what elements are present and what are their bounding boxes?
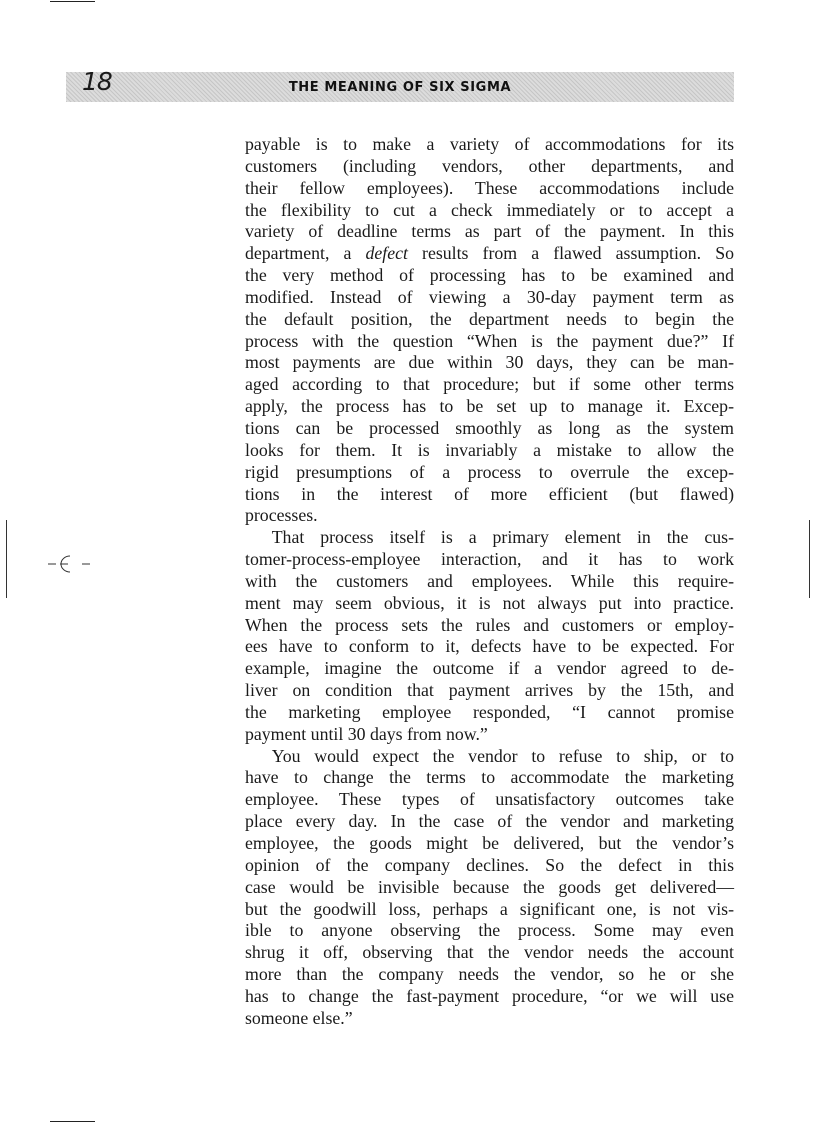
text-line: aged according to that procedure; but if some other terms [245, 374, 734, 395]
text-line: modified. Instead of viewing a 30-day payment term as [245, 286, 734, 307]
text-line: You would expect the vendor to refuse to ship, or to [271, 745, 734, 766]
text-line: ment may seem obvious, it is not always put into practice. [245, 592, 734, 613]
text-line: When the process sets the rules and customers or employ- [245, 614, 734, 635]
text-line: tomer-process-employee interaction, and it has to work [245, 549, 734, 570]
crop-mark-bottom [50, 1121, 95, 1122]
page-number: 18 [82, 67, 112, 96]
text-line: but the goodwill loss, perhaps a significant one, is not vis- [245, 898, 734, 919]
text-line: payable is to make a variety of accommodations for its [245, 134, 734, 154]
text-line: more than the company needs the vendor, so he or she [245, 964, 734, 985]
text-line: That process itself is a primary element in the cus- [271, 527, 734, 548]
text-line: tions can be processed smoothly as long as the system [245, 417, 734, 438]
body-text [245, 134, 734, 1030]
text-line: example, imagine the outcome if a vendor agreed to de- [245, 658, 734, 679]
text-line: their fellow employees). These accommodations include [245, 177, 734, 198]
running-head-title: THE MEANING OF SIX SIGMA [288, 80, 512, 95]
text-line: rigid presumptions of a process to overrule the excep- [245, 461, 734, 482]
text-line: with the customers and employees. While this require- [245, 570, 734, 591]
text-line: has to change the fast-payment procedure, “or we will use [245, 985, 734, 1006]
text-line: processes. [245, 505, 318, 526]
margin-rule-right [809, 520, 810, 598]
text-line: customers (including vendors, other departments, and [245, 155, 734, 176]
text-line: tions in the interest of more efficient (but flawed) [245, 483, 734, 504]
text-line: variety of deadline terms as part of the payment. In this [245, 221, 734, 242]
crop-mark-top [50, 1, 95, 2]
text-line: case would be invisible because the goods get delivered— [245, 876, 734, 897]
text-line: payment until 30 days from now.” [245, 723, 488, 744]
text-line: place every day. In the case of the vendor and marketing [245, 811, 734, 832]
text-line: department, a defect results from a flawed assumption. So [245, 243, 734, 264]
text-line: the flexibility to cut a check immediately or to accept a [245, 199, 734, 220]
text-line: liver on condition that payment arrives by the 15th, and [245, 680, 734, 701]
text-line: the marketing employee responded, “I cannot promise [245, 701, 734, 722]
text-line: employee. These types of unsatisfactory outcomes take [245, 789, 734, 810]
text-line: apply, the process has to be set up to manage it. Excep- [245, 396, 734, 417]
text-line: opinion of the company declines. So the defect in this [245, 854, 734, 875]
text-line: shrug it off, observing that the vendor needs the account [245, 942, 734, 963]
registration-mark-icon [48, 553, 92, 575]
text-line: ees have to conform to it, defects have to be expected. For [245, 636, 734, 657]
text-line: most payments are due within 30 days, they can be man- [245, 352, 734, 373]
text-line: process with the question “When is the payment due?” If [245, 330, 734, 351]
text-line: the default position, the department needs to begin the [245, 308, 734, 329]
text-line: ible to anyone observing the process. Some may even [245, 920, 734, 941]
text-line: looks for them. It is invariably a mistake to allow the [245, 439, 734, 460]
text-line: have to change the terms to accommodate the marketing [245, 767, 734, 788]
text-line: someone else.” [245, 1007, 353, 1028]
text-line: employee, the goods might be delivered, but the vendor’s [245, 833, 734, 853]
margin-rule-left [6, 520, 7, 598]
text-line: the very method of processing has to be examined and [245, 265, 734, 286]
